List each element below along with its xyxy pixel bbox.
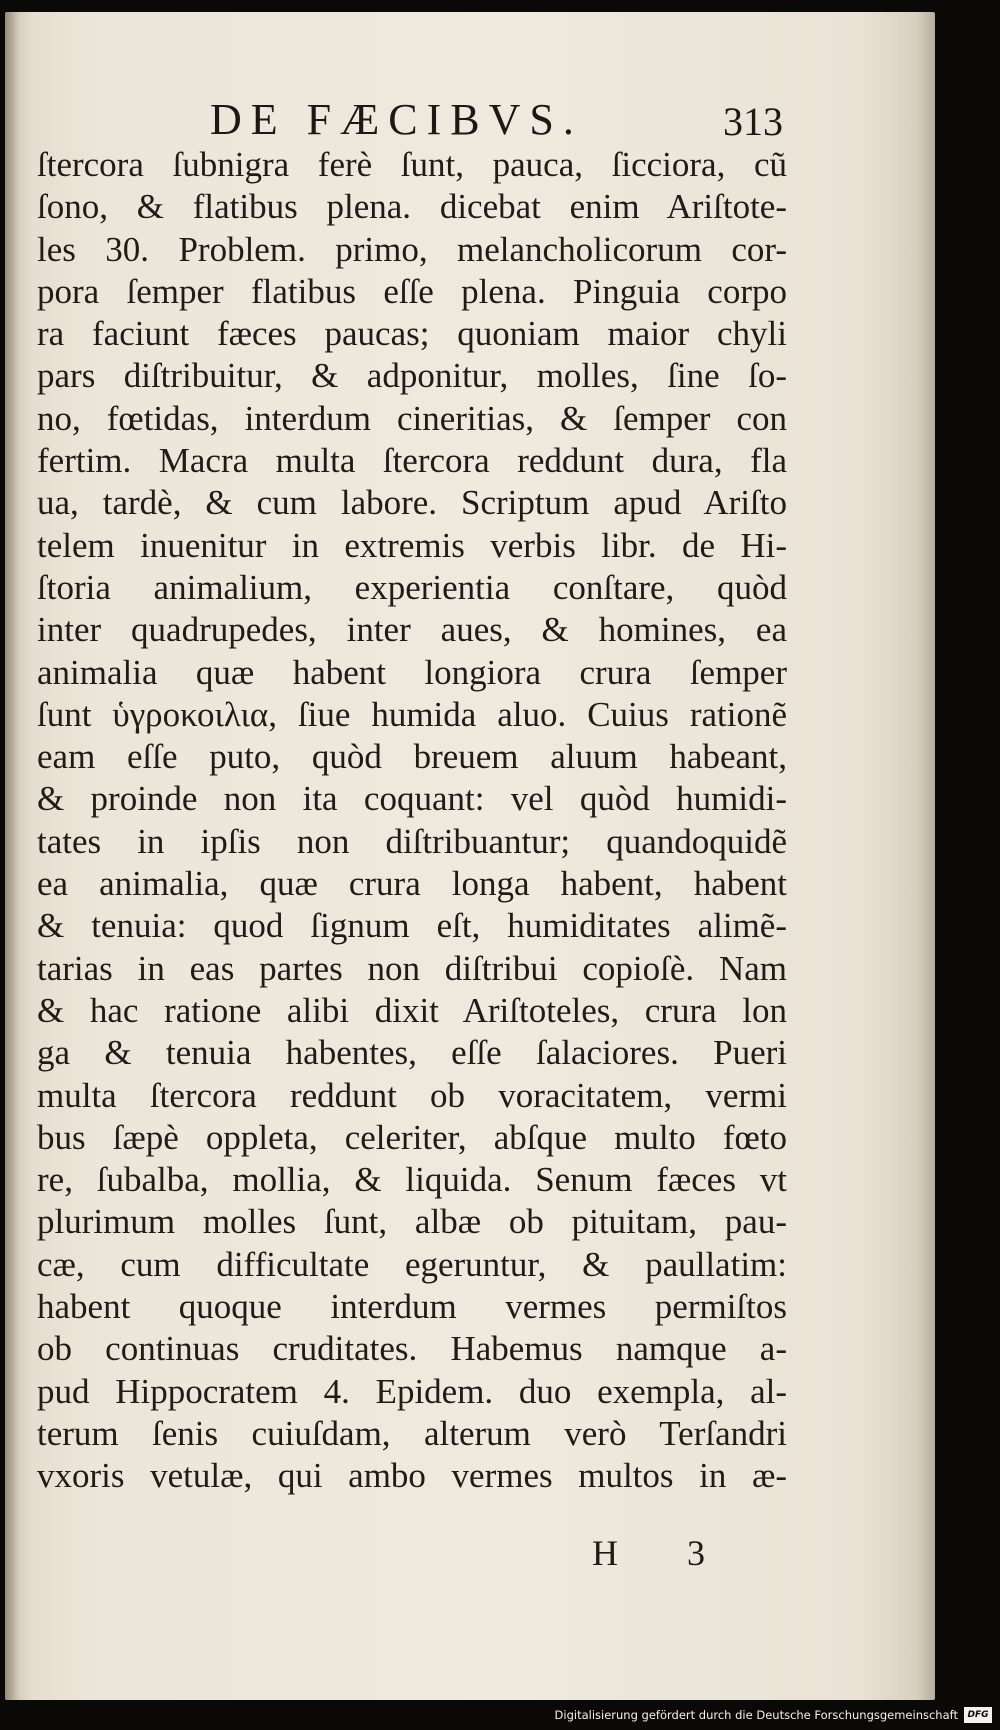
running-title: DE FÆCIBVS. — [210, 95, 583, 144]
text-line: & proinde non ita coquant: vel quòd humidi- — [37, 779, 787, 819]
text-line: ſtoria animalium, experientia conſtare, quòd — [37, 567, 787, 607]
body-text — [37, 144, 787, 1498]
text-line: pars diſtribuitur, & adponitur, molles, ſine ſo- — [37, 356, 787, 396]
text-line: ra faciunt fæces paucas; quoniam maior chyli — [37, 314, 787, 354]
text-line: ea animalia, quæ crura longa habent, habent — [37, 864, 787, 904]
signature-mark: H 3 — [592, 1533, 735, 1573]
text-line: pora ſemper flatibus eſſe plena. Pinguia corpo — [37, 271, 787, 311]
dfg-logo-icon: DFG — [964, 1707, 992, 1723]
footer-bar — [0, 1702, 1000, 1730]
text-line: re, ſubalba, mollia, & liquida. Senum fæces vt — [37, 1160, 787, 1200]
text-line: ſtercora ſubnigra ferè ſunt, pauca, ſicciora, cũ — [37, 145, 787, 184]
text-line: plurimum molles ſunt, albæ ob pituitam, pau- — [37, 1202, 787, 1242]
text-line: pud Hippocratem 4. Epidem. duo exempla, al- — [37, 1371, 787, 1411]
text-line: habent quoque interdum vermes permiſtos — [37, 1287, 787, 1327]
text-line: cæ, cum difficultate egeruntur, & paullatim: — [37, 1244, 787, 1284]
book-page — [5, 12, 935, 1700]
text-line: terum ſenis cuiuſdam, alterum verò Terſandri — [37, 1413, 787, 1453]
text-line: ſono, & flatibus plena. dicebat enim Ariſtote- — [37, 187, 787, 227]
text-line: telem inuenitur in extremis verbis libr. de Hi- — [37, 525, 787, 565]
page-header — [5, 94, 935, 144]
text-line: & hac ratione alibi dixit Ariſtoteles, crura lon — [37, 990, 787, 1030]
text-line: bus ſæpè oppleta, celeriter, abſque multo fœto — [37, 1117, 787, 1157]
text-line: ob continuas cruditates. Habemus namque a- — [37, 1329, 787, 1369]
text-line: tarias in eas partes non diſtribui copioſè. Nam — [37, 948, 787, 988]
page-number: 313 — [723, 99, 783, 144]
text-line: ua, tardè, & cum labore. Scriptum apud Ariſto — [37, 483, 787, 523]
text-line: multa ſtercora reddunt ob voracitatem, vermi — [37, 1075, 787, 1115]
text-line: animalia quæ habent longiora crura ſemper — [37, 652, 787, 692]
gutter-shadow — [5, 12, 19, 1700]
text-line: fertim. Macra multa ſtercora reddunt dura, fla — [37, 441, 787, 481]
text-line: tates in ipſis non diſtribuantur; quandoquidẽ — [37, 821, 787, 861]
text-line: & tenuia: quod ſignum eſt, humiditates alimẽ- — [37, 906, 787, 946]
text-line: vxoris vetulæ, qui ambo vermes multos in æ- — [37, 1456, 787, 1496]
funding-credit: Digitalisierung gefördert durch die Deutsche Forschungsgemeinschaft — [554, 1708, 958, 1722]
text-line: no, fœtidas, interdum cineritias, & ſemper con — [37, 398, 787, 438]
text-line: les 30. Problem. primo, melancholicorum cor- — [37, 229, 787, 269]
text-line: eam eſſe puto, quòd breuem aluum habeant, — [37, 737, 787, 777]
text-line: inter quadrupedes, inter aues, & homines, ea — [37, 610, 787, 650]
text-line: ga & tenuia habentes, eſſe ſalaciores. Pueri — [37, 1033, 787, 1073]
text-line: ſunt ὑγροκοιλια, ſiue humida aluo. Cuius rationẽ — [37, 694, 787, 734]
